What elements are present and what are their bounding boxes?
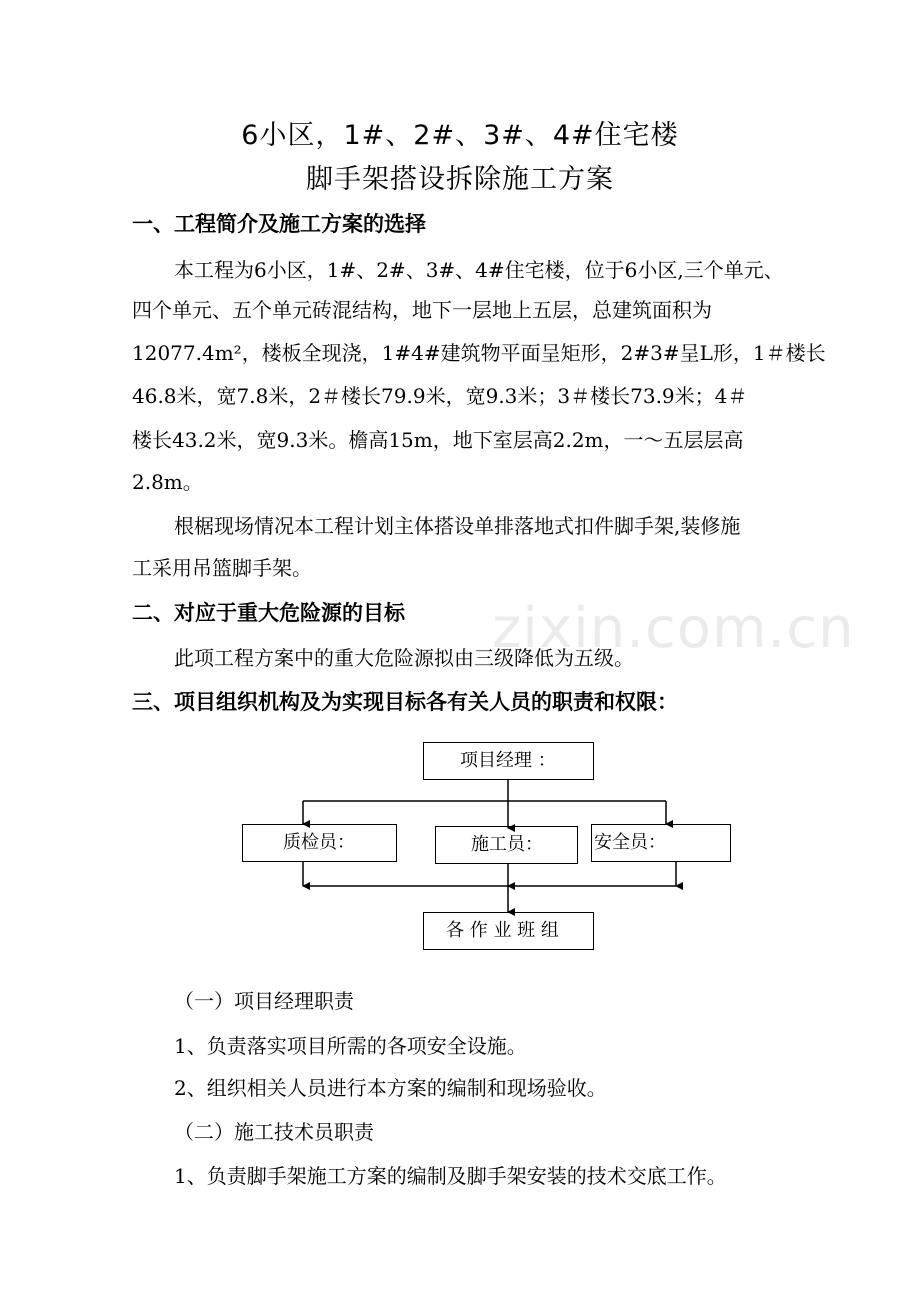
- duty-sub1-heading: （一）项目经理职责: [174, 989, 354, 1013]
- section1-para2-line2: 工采用吊篮脚手架。: [132, 556, 312, 580]
- duty-sub1-item1: 1、负责落实项目所需的各项安全设施。: [174, 1034, 527, 1058]
- section1-para2-line1: 根椐现场情况本工程计划主体搭设单排落地式扣件脚手架,装修施: [174, 514, 741, 538]
- duty-sub2-heading: （二）施工技术员职责: [174, 1120, 374, 1144]
- section1-para1-line6: 2.8m。: [132, 470, 203, 494]
- watermark: zixin.com.cn: [492, 596, 855, 661]
- org-box-project-manager: [423, 742, 594, 780]
- section1-para1-line4: 46.8米，宽7.8米，2＃楼长79.9米，宽9.3米；3＃楼长73.9米；4＃: [132, 384, 748, 408]
- section1-para1-line3: 12077.4m²，楼板全现浇，1#4#建筑物平面呈矩形，2#3#呈L形，1＃楼长: [132, 341, 826, 365]
- duty-sub2-item1: 1、负责脚手架施工方案的编制及脚手架安装的技术交底工作。: [174, 1164, 727, 1188]
- section1-para1-line5: 楼长43.2米，宽9.3米。檐高15m，地下室层高2.2m，一～五层层高: [132, 428, 744, 452]
- section1-para1-line1: 本工程为6小区，1#、2#、3#、4#住宅楼，位于6小区,三个单元、: [174, 258, 784, 282]
- org-label-project-manager: 项目经理 ：: [460, 750, 556, 771]
- org-label-construction-worker: 施工员：: [471, 834, 543, 855]
- section1-para1-line2: 四个单元、五个单元砖混结构，地下一层地上五层，总建筑面积为: [132, 298, 712, 322]
- document-title-line2: 脚手架搭设拆除施工方案: [306, 164, 614, 195]
- org-box-safety-officer: [591, 824, 731, 862]
- org-box-construction-worker: [435, 826, 578, 864]
- section2-paragraph: 此项工程方案中的重大危险源拟由三级降低为五级。: [174, 646, 634, 670]
- org-box-work-teams: [423, 912, 594, 950]
- org-label-safety-officer: 安全员：: [594, 832, 666, 853]
- org-box-quality-inspector: [242, 824, 397, 862]
- section2-heading: 二、对应于重大危险源的目标: [132, 601, 405, 625]
- document-title-line1: 6小区，1#、2#、3#、4#住宅楼: [241, 120, 679, 151]
- duty-sub1-item2: 2、组织相关人员进行本方案的编制和现场验收。: [174, 1076, 607, 1100]
- org-label-quality-inspector: 质检员：: [283, 832, 355, 853]
- section3-heading: 三、项目组织机构及为实现目标各有关人员的职责和权限：: [132, 690, 678, 714]
- section1-heading: 一、工程简介及施工方案的选择: [132, 212, 426, 236]
- org-label-work-teams: 各 作 业 班 组: [446, 920, 559, 941]
